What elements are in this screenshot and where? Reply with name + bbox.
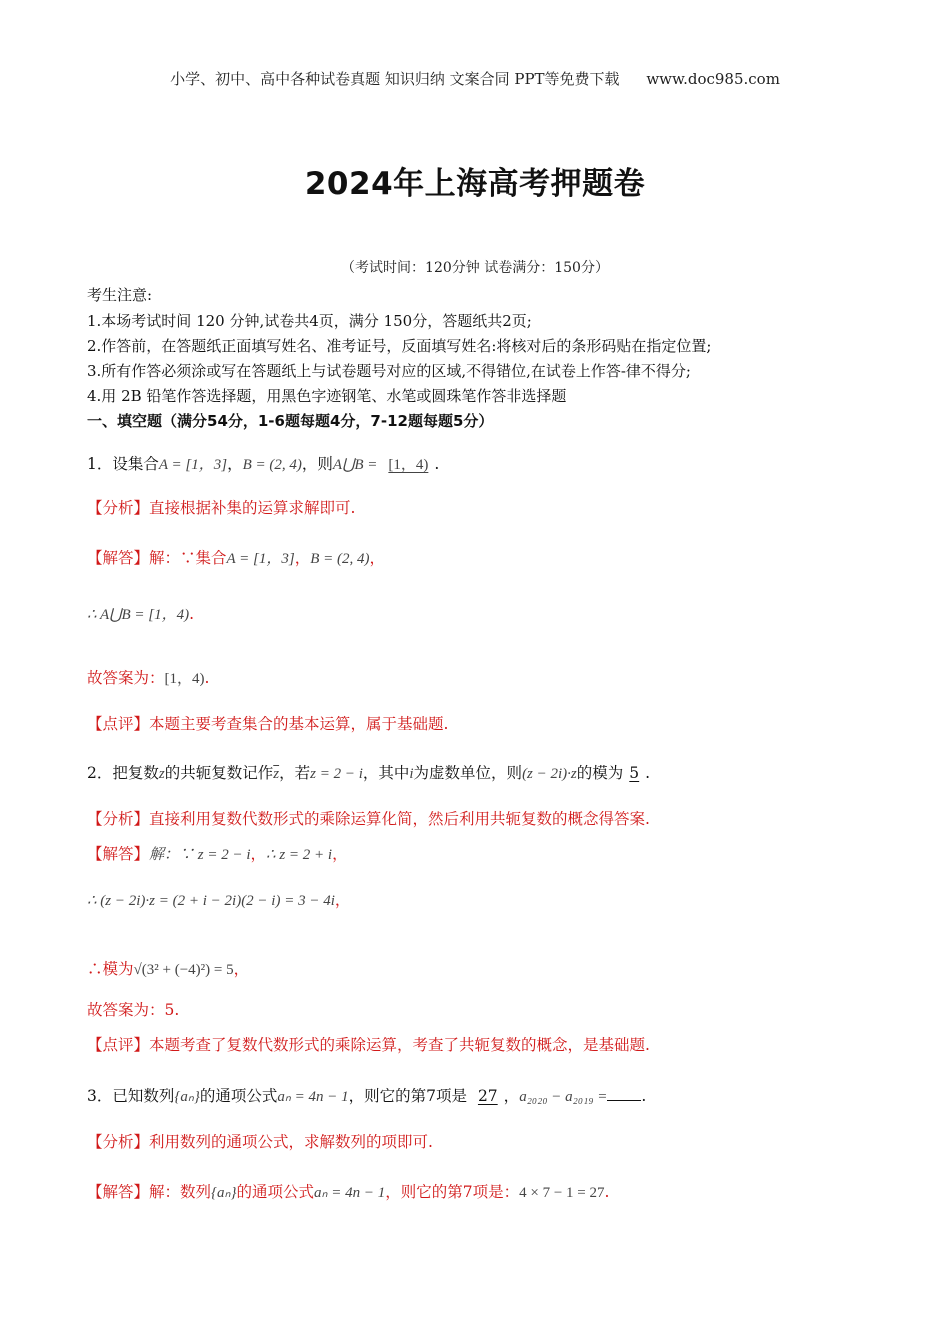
q2-sol-1b: ∴ z = 2 + i bbox=[266, 847, 333, 863]
exam-info: （考试时间：120分钟 试卷满分：150分） bbox=[341, 260, 609, 276]
q3-diff: a₂₀₂₀ − a₂₀₁₉ = bbox=[519, 1089, 608, 1105]
q1-set-b: B = (2, 4) bbox=[242, 457, 302, 473]
q3-sol-seq: {aₙ} bbox=[211, 1185, 237, 1201]
header-text: 小学、初中、高中各种试卷真题 知识归纳 文案合同 PPT等免费下载 bbox=[170, 70, 620, 88]
notice-heading: 考生注意: bbox=[87, 286, 153, 304]
q3-seq: {aₙ} bbox=[174, 1089, 200, 1105]
final-value: [1，4) bbox=[164, 671, 205, 687]
q3-text-1: 已知数列 bbox=[112, 1087, 175, 1105]
q1-comment bbox=[87, 712, 448, 734]
q2-text-2: 的共轭复数记作 bbox=[164, 764, 274, 782]
solution-tag: 【解答】 bbox=[87, 845, 150, 863]
q3-number: 3． bbox=[87, 1087, 113, 1105]
q2-sol-3-label: ∴模为 bbox=[87, 960, 134, 978]
q1-solution-2: ∴ A⋃B = [1，4). bbox=[87, 605, 195, 623]
q2-sol-3-math: √(3² + (−4)²) = 5 bbox=[133, 962, 234, 978]
solution-tag: 【解答】 bbox=[87, 549, 150, 567]
analysis-tag: 【分析】 bbox=[87, 1133, 150, 1151]
comment-text: 本题主要考查集合的基本运算，属于基础题. bbox=[149, 715, 449, 733]
q1-analysis bbox=[87, 496, 355, 518]
q1-sol-union: ∴ A⋃B = [1，4) bbox=[87, 607, 190, 623]
q3-sol-c: ，则它的第7项是： bbox=[385, 1183, 520, 1201]
q2-sol-1a: 解：∵ z = 2 − i bbox=[149, 847, 251, 863]
q3-formula: aₙ = 4n − 1 bbox=[277, 1089, 349, 1105]
q2-answer: 5 bbox=[629, 764, 640, 782]
q1-text-2: ，则 bbox=[301, 455, 333, 473]
analysis-text: 直接根据补集的运算求解即可. bbox=[149, 499, 356, 517]
q3-sol-a: 解：数列 bbox=[149, 1183, 212, 1201]
q3-solution: 【解答】解：数列{aₙ}的通项公式aₙ = 4n − 1，则它的第7项是：4 × 7 − 1 = 27. bbox=[87, 1183, 610, 1201]
comment-tag: 【点评】 bbox=[87, 715, 150, 733]
solution-tag: 【解答】 bbox=[87, 1183, 150, 1201]
comment-text: 本题考查了复数代数形式的乘除运算，考查了共轭复数的概念，是基础题. bbox=[149, 1036, 650, 1054]
q2-solution-2: ∴ (z − 2i)·z = (2 + i − 2i)(2 − i) = 3 − 4i， bbox=[87, 891, 351, 909]
page-title: 2024年上海高考押题卷 bbox=[304, 166, 646, 202]
q2-zbar: $\overline{z}$ bbox=[273, 766, 280, 782]
q1-set-a: A = [1，3] bbox=[158, 457, 228, 473]
q1-final: 故答案为：[1，4). bbox=[87, 669, 210, 687]
q1-union: A⋃B = bbox=[332, 457, 378, 473]
q3-sol-b: 的通项公式 bbox=[236, 1183, 315, 1201]
question-2: 2．把复数z的共轭复数记作$\overline{z}$，若z = 2 − i，其中i为虚数单位，则(z − 2i)·z的模为 5 . bbox=[87, 764, 651, 782]
q2-text-3: ，若 bbox=[279, 764, 311, 782]
q2-eq: z = 2 − i bbox=[310, 766, 363, 782]
page-header bbox=[0, 68, 950, 89]
analysis-text: 利用数列的通项公式，求解数列的项即可. bbox=[149, 1133, 433, 1151]
q2-analysis bbox=[87, 807, 650, 829]
question-3: 3．已知数列{aₙ}的通项公式aₙ = 4n − 1，则它的第7项是 27 ，a₂₀₂₀ − a₂₀₁₉ = . bbox=[87, 1087, 647, 1105]
q3-sol-formula: aₙ = 4n − 1 bbox=[314, 1185, 386, 1201]
q2-text-5: 为虚数单位，则 bbox=[413, 764, 523, 782]
q1-number: 1． bbox=[87, 455, 113, 473]
comment-tag: 【点评】 bbox=[87, 1036, 150, 1054]
q1-sol-set-a: A = [1，3] bbox=[226, 551, 295, 567]
q3-text-2: 的通项公式 bbox=[199, 1087, 278, 1105]
q2-expr: (z − 2i)·z bbox=[522, 766, 577, 782]
q3-text-3: ，则它的第7项是 bbox=[348, 1087, 467, 1105]
final-label: 故答案为： bbox=[87, 669, 165, 687]
notice-item-1: 1.本场考试时间 120 分钟,试卷共4页，满分 150分，答题纸共2页; bbox=[87, 312, 532, 330]
q2-sol-2: ∴ (z − 2i)·z = (2 + i − 2i)(2 − i) = 3 − 4i bbox=[87, 893, 335, 909]
notice-item-4: 4.用 2B 铅笔作答选择题，用黑色字迹钢笔、水笔或圆珠笔作答非选择题 bbox=[87, 387, 567, 405]
analysis-text: 直接利用复数代数形式的乘除运算化简，然后利用共轭复数的概念得答案. bbox=[149, 810, 650, 828]
q2-text-1: 把复数 bbox=[112, 764, 159, 782]
q3-blank bbox=[607, 1086, 641, 1101]
q3-answer: 27 bbox=[477, 1087, 498, 1105]
q3-analysis bbox=[87, 1130, 433, 1152]
q1-text: 设集合 bbox=[112, 455, 159, 473]
q2-number: 2． bbox=[87, 764, 113, 782]
q2-z: z bbox=[158, 766, 165, 782]
q2-final: 故答案为：5. bbox=[87, 1001, 180, 1019]
q3-sol-calc: 4 × 7 − 1 = 27 bbox=[519, 1185, 605, 1201]
q2-i: i bbox=[409, 766, 414, 782]
question-1: 1．设集合A = [1，3]，B = (2, 4)，则A⋃B = [1，4) . bbox=[87, 455, 440, 473]
analysis-tag: 【分析】 bbox=[87, 499, 150, 517]
header-url[interactable]: www.doc985.com bbox=[646, 70, 780, 88]
notice-item-3: 3.所有作答必须涂或写在答题纸上与试卷题号对应的区域,不得错位,在试卷上作答-律不得分; bbox=[87, 362, 691, 380]
q2-solution: 【解答】解：∵ z = 2 − i，∴ z = 2 + i， bbox=[87, 845, 348, 863]
q2-solution-3: ∴模为√(3² + (−4)²) = 5， bbox=[87, 960, 250, 978]
q1-sol-set-b: B = (2, 4) bbox=[310, 551, 370, 567]
analysis-tag: 【分析】 bbox=[87, 810, 150, 828]
q2-text-4: ，其中 bbox=[362, 764, 410, 782]
q1-answer: [1，4) bbox=[388, 457, 429, 473]
notice-item-2: 2.作答前，在答题纸正面填写姓名、准考证号，反面填写姓名:将核对后的条形码贴在指定位置; bbox=[87, 337, 712, 355]
q2-comment bbox=[87, 1033, 650, 1055]
solution-text: 解：∵集合 bbox=[149, 549, 227, 567]
q1-solution: 【解答】解：∵集合A = [1，3]，B = (2, 4)， bbox=[87, 549, 386, 567]
q2-text-6: 的模为 bbox=[576, 764, 624, 782]
section-heading: 一、填空题（满分54分，1-6题每题4分，7-12题每题5分） bbox=[87, 412, 494, 430]
